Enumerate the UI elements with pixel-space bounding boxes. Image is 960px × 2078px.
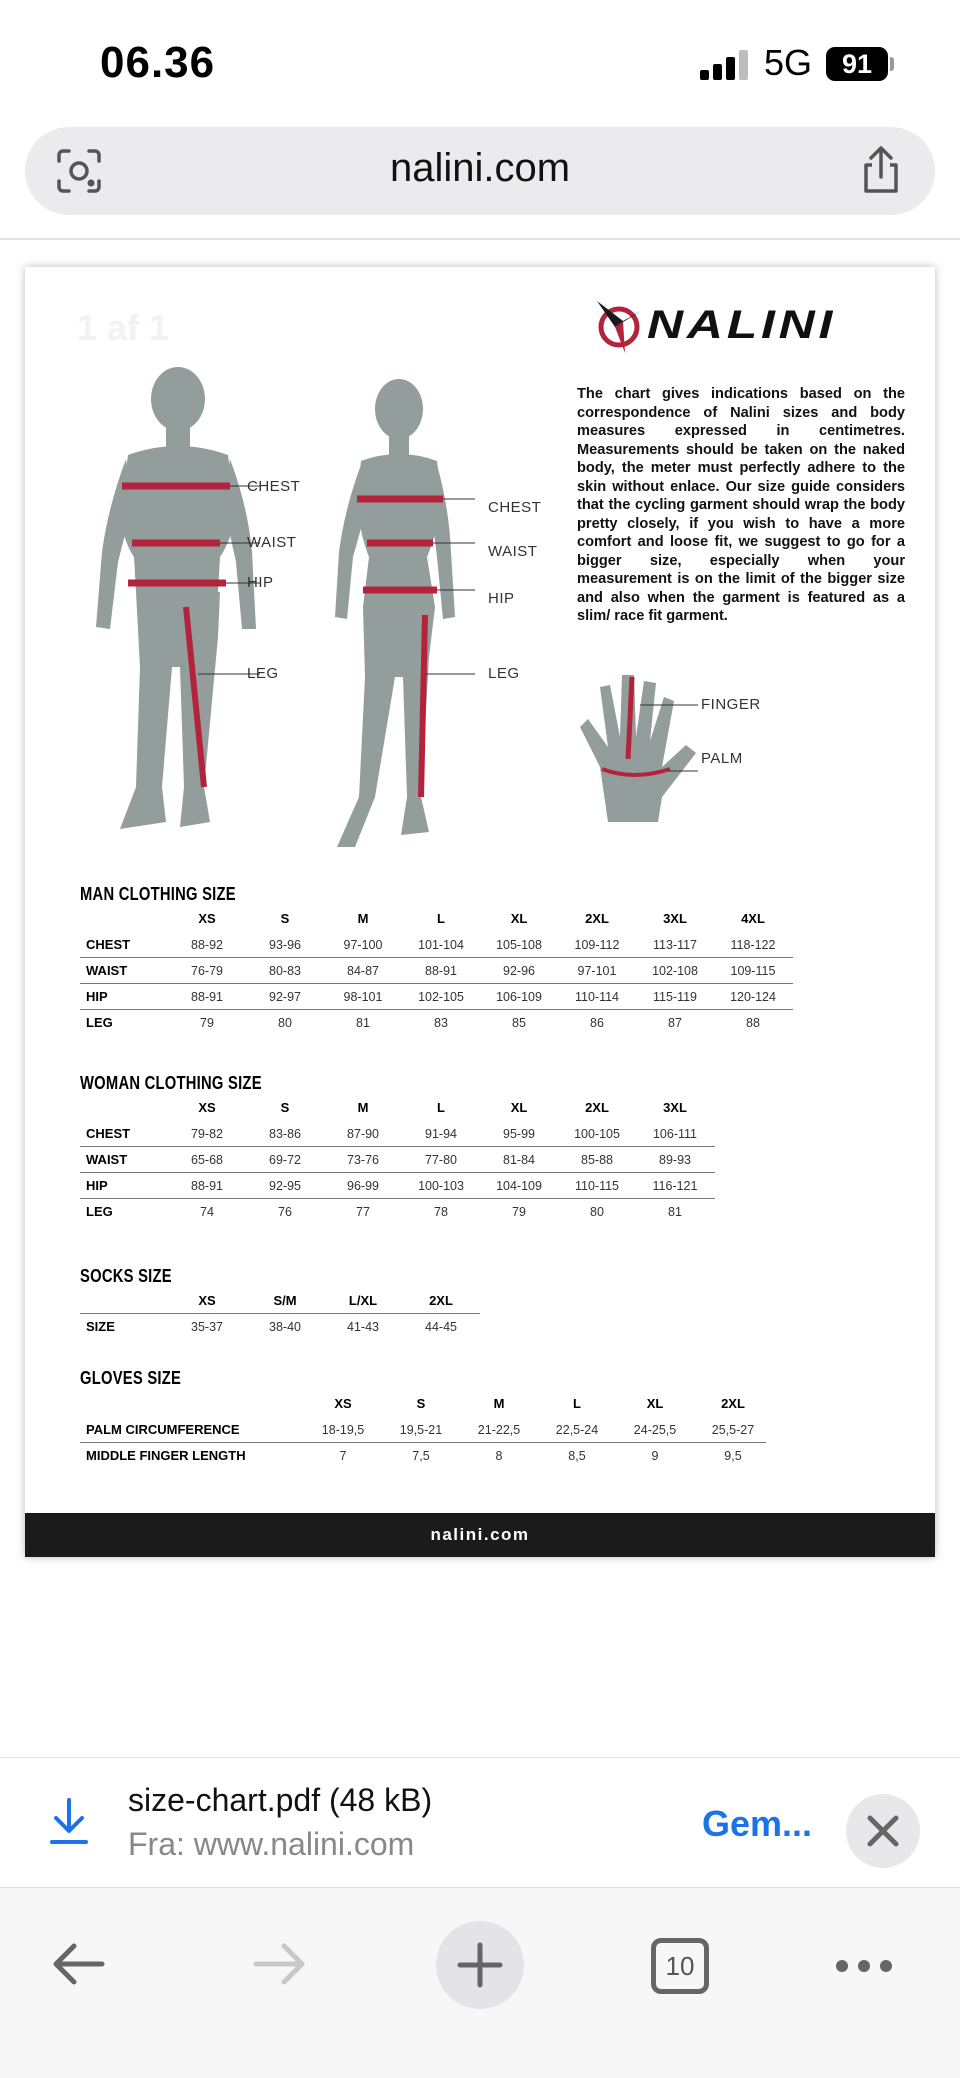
table-cell: 8	[495, 1449, 503, 1463]
table-cell: 79	[200, 1016, 214, 1030]
download-filename: size-chart.pdf (48 kB)	[128, 1782, 433, 1818]
table-cell: 91-94	[425, 1127, 457, 1141]
table-cell: 22,5-24	[555, 1423, 599, 1437]
size-header: 2XL	[429, 1293, 453, 1308]
size-header: 2XL	[585, 1100, 609, 1115]
back-button[interactable]	[48, 1939, 108, 1989]
table-cell: 73-76	[347, 1153, 379, 1167]
pdf-footer: nalini.com	[25, 1513, 935, 1557]
size-header: L	[573, 1396, 581, 1411]
size-header: M	[357, 911, 369, 926]
row-label: HIP	[86, 1178, 108, 1193]
table-cell: 87-90	[347, 1127, 379, 1141]
table-cell: 25,5-27	[711, 1423, 755, 1437]
table-cell: 96-99	[347, 1179, 379, 1193]
table-header-row	[80, 1095, 720, 1121]
row-label: SIZE	[86, 1319, 115, 1334]
table-cell: 85-88	[581, 1153, 613, 1167]
table-cell: 21-22,5	[477, 1423, 521, 1437]
table-cell: 95-99	[503, 1127, 535, 1141]
brand-wordmark: NALINI	[647, 303, 837, 347]
woman-size-table	[80, 1095, 720, 1225]
table-row	[80, 1147, 720, 1173]
table-cell: 35-37	[191, 1320, 223, 1334]
table-cell: 9,5	[724, 1449, 742, 1463]
save-button[interactable]: Gem...	[702, 1803, 813, 1844]
row-label: LEG	[86, 1204, 113, 1219]
woman-leg-label: LEG	[488, 665, 520, 682]
size-header: 2XL	[721, 1396, 745, 1411]
size-header: L	[437, 911, 445, 926]
woman-table-title: WOMAN CLOTHING SIZE	[80, 1073, 262, 1093]
network-type: 5G	[764, 42, 813, 83]
table-cell: 101-104	[418, 938, 464, 952]
table-cell: 76	[278, 1205, 292, 1219]
row-label: WAIST	[86, 1152, 128, 1167]
table-cell: 88-92	[191, 938, 223, 952]
size-header: L	[437, 1100, 445, 1115]
table-cell: 110-114	[574, 990, 620, 1004]
table-cell: 100-103	[418, 1179, 464, 1193]
size-header: S	[416, 1396, 426, 1411]
tab-count: 10	[665, 1951, 695, 1981]
status-bar	[0, 0, 960, 120]
table-cell: 92-97	[269, 990, 301, 1004]
table-cell: 74	[200, 1205, 214, 1219]
table-cell: 76-79	[191, 964, 223, 978]
table-cell: 81	[668, 1205, 682, 1219]
table-row	[80, 1173, 720, 1199]
page-indicator: 1 af 1	[77, 307, 170, 348]
table-cell: 7	[339, 1449, 347, 1463]
table-cell: 80	[278, 1016, 292, 1030]
battery-level: 91	[841, 49, 873, 79]
table-cell: 18-19,5	[321, 1423, 365, 1437]
table-cell: 85	[512, 1016, 526, 1030]
table-cell: 7,5	[412, 1449, 430, 1463]
table-row	[80, 984, 800, 1010]
signal-icon	[700, 48, 752, 80]
size-header: 3XL	[663, 911, 687, 926]
size-header: XL	[510, 911, 528, 926]
table-cell: 80	[590, 1205, 604, 1219]
table-cell: 44-45	[425, 1320, 457, 1334]
intro-text: The chart gives indications based on the correspondence of Nalini sizes and body measures expressed in centimetres. Measurements should be taken on the naked body, the meter must perfectly adhere to the skin without enlace. Our size guide considers that the cycling garment should wrap the body pretty closely, if you wish to have a more comfort and loose fit, we suggest to go for a bigger size, especially when your measurement is on the limit of the bigger size and also when the garment is featured as a slim/ race fit garment.	[577, 386, 905, 624]
gloves-table-title: GLOVES SIZE	[80, 1368, 182, 1388]
table-cell: 98-101	[343, 990, 383, 1004]
table-header-row	[80, 1288, 500, 1314]
url-text[interactable]: nalini.com	[389, 146, 571, 190]
size-header: XS	[334, 1396, 352, 1411]
size-header: XS	[198, 911, 216, 926]
new-tab-button[interactable]	[436, 1921, 524, 2009]
table-cell: 65-68	[191, 1153, 223, 1167]
table-cell: 116-121	[652, 1179, 698, 1193]
table-row	[80, 1121, 720, 1147]
close-download-button[interactable]	[846, 1794, 920, 1868]
glove-figure	[578, 667, 708, 827]
socks-table-title: SOCKS SIZE	[80, 1266, 172, 1286]
man-waist-label: WAIST	[247, 534, 297, 551]
table-cell: 8,5	[568, 1449, 586, 1463]
table-cell: 115-119	[652, 990, 698, 1004]
table-cell: 19,5-21	[399, 1423, 443, 1437]
table-cell: 88	[746, 1016, 760, 1030]
share-icon[interactable]	[857, 145, 905, 197]
size-header: XS	[198, 1293, 216, 1308]
size-header: XL	[510, 1100, 528, 1115]
table-cell: 89-93	[659, 1153, 691, 1167]
table-cell: 110-115	[574, 1179, 620, 1193]
table-row	[80, 958, 800, 984]
row-label: WAIST	[86, 963, 128, 978]
size-header: M	[357, 1100, 369, 1115]
man-table-title: MAN CLOTHING SIZE	[80, 884, 236, 904]
size-header: S	[280, 911, 290, 926]
nalini-logo	[595, 297, 895, 357]
size-header: XS	[198, 1100, 216, 1115]
socks-size-table	[80, 1288, 500, 1340]
table-cell: 81-84	[503, 1153, 535, 1167]
finger-label: FINGER	[701, 696, 761, 713]
table-row	[80, 932, 800, 958]
woman-hip-label: HIP	[488, 590, 515, 607]
table-cell: 93-96	[269, 938, 301, 952]
table-cell: 78	[434, 1205, 448, 1219]
size-header: 2XL	[585, 911, 609, 926]
palm-label: PALM	[701, 750, 743, 767]
woman-chest-label: CHEST	[488, 499, 542, 516]
bottom-toolbar	[0, 1887, 960, 2078]
table-cell: 100-105	[574, 1127, 620, 1141]
table-cell: 9	[651, 1449, 659, 1463]
forward-button[interactable]	[250, 1939, 310, 1989]
table-row	[80, 1417, 780, 1443]
table-cell: 24-25,5	[633, 1423, 677, 1437]
table-cell: 84-87	[347, 964, 379, 978]
table-cell: 79-82	[191, 1127, 223, 1141]
table-cell: 88-91	[425, 964, 457, 978]
table-cell: 113-117	[652, 938, 698, 952]
gloves-size-table	[80, 1391, 780, 1469]
download-source: Fra: www.nalini.com	[128, 1826, 415, 1862]
table-row	[80, 1443, 780, 1469]
download-icon[interactable]	[46, 1796, 92, 1848]
table-cell: 88-91	[191, 1179, 223, 1193]
table-row	[80, 1314, 500, 1340]
status-time: 06.36	[100, 38, 216, 87]
table-row	[80, 1010, 800, 1036]
table-cell: 77	[356, 1205, 370, 1219]
table-cell: 79	[512, 1205, 526, 1219]
table-cell: 109-115	[730, 964, 776, 978]
row-label: MIDDLE FINGER LENGTH	[86, 1448, 246, 1463]
battery-icon	[826, 47, 888, 81]
row-label: CHEST	[86, 937, 131, 952]
table-cell: 118-122	[730, 938, 776, 952]
table-cell: 92-96	[503, 964, 535, 978]
table-header-row	[80, 906, 800, 932]
table-cell: 106-111	[652, 1127, 698, 1141]
table-row	[80, 1199, 720, 1225]
woman-waist-label: WAIST	[488, 543, 538, 560]
size-header: M	[493, 1396, 505, 1411]
row-label: PALM CIRCUMFERENCE	[86, 1422, 240, 1437]
row-label: HIP	[86, 989, 108, 1004]
table-cell: 102-105	[418, 990, 464, 1004]
table-cell: 38-40	[269, 1320, 301, 1334]
table-cell: 77-80	[425, 1153, 457, 1167]
table-cell: 92-95	[269, 1179, 301, 1193]
download-bar	[0, 1757, 960, 1887]
table-cell: 80-83	[269, 964, 301, 978]
table-cell: 69-72	[269, 1153, 301, 1167]
table-cell: 81	[356, 1016, 370, 1030]
more-icon[interactable]	[834, 1956, 894, 1976]
table-cell: 83	[434, 1016, 448, 1030]
table-cell: 87	[668, 1016, 682, 1030]
table-cell: 97-101	[577, 964, 617, 978]
table-cell: 41-43	[347, 1320, 379, 1334]
table-header-row	[80, 1391, 780, 1417]
man-hip-label: HIP	[247, 574, 274, 591]
size-header: XL	[646, 1396, 664, 1411]
size-header: S	[280, 1100, 290, 1115]
address-bar[interactable]	[25, 127, 935, 215]
table-cell: 109-112	[574, 938, 620, 952]
size-header: 4XL	[741, 911, 765, 926]
table-cell: 97-100	[343, 938, 383, 952]
size-header: 3XL	[663, 1100, 687, 1115]
row-label: CHEST	[86, 1126, 131, 1141]
size-header: S/M	[273, 1293, 297, 1308]
table-cell: 105-108	[496, 938, 542, 952]
row-label: LEG	[86, 1015, 113, 1030]
table-cell: 86	[590, 1016, 604, 1030]
battery-tip	[890, 57, 894, 71]
man-figure	[80, 367, 260, 857]
man-size-table	[80, 906, 800, 1036]
pdf-page[interactable]	[25, 267, 935, 1557]
close-icon	[846, 1794, 920, 1868]
size-header: L/XL	[348, 1293, 378, 1308]
table-cell: 120-124	[730, 990, 776, 1004]
table-cell: 88-91	[191, 990, 223, 1004]
divider	[0, 238, 960, 240]
table-cell: 104-109	[496, 1179, 542, 1193]
woman-figure	[325, 377, 475, 867]
table-cell: 106-109	[496, 990, 542, 1004]
man-chest-label: CHEST	[247, 478, 301, 495]
plus-icon	[436, 1921, 524, 2009]
table-cell: 83-86	[269, 1127, 301, 1141]
tab-switcher-button[interactable]	[651, 1938, 709, 1994]
table-cell: 102-108	[652, 964, 698, 978]
nalini-compass-icon	[595, 297, 655, 357]
man-leg-label: LEG	[247, 665, 279, 682]
